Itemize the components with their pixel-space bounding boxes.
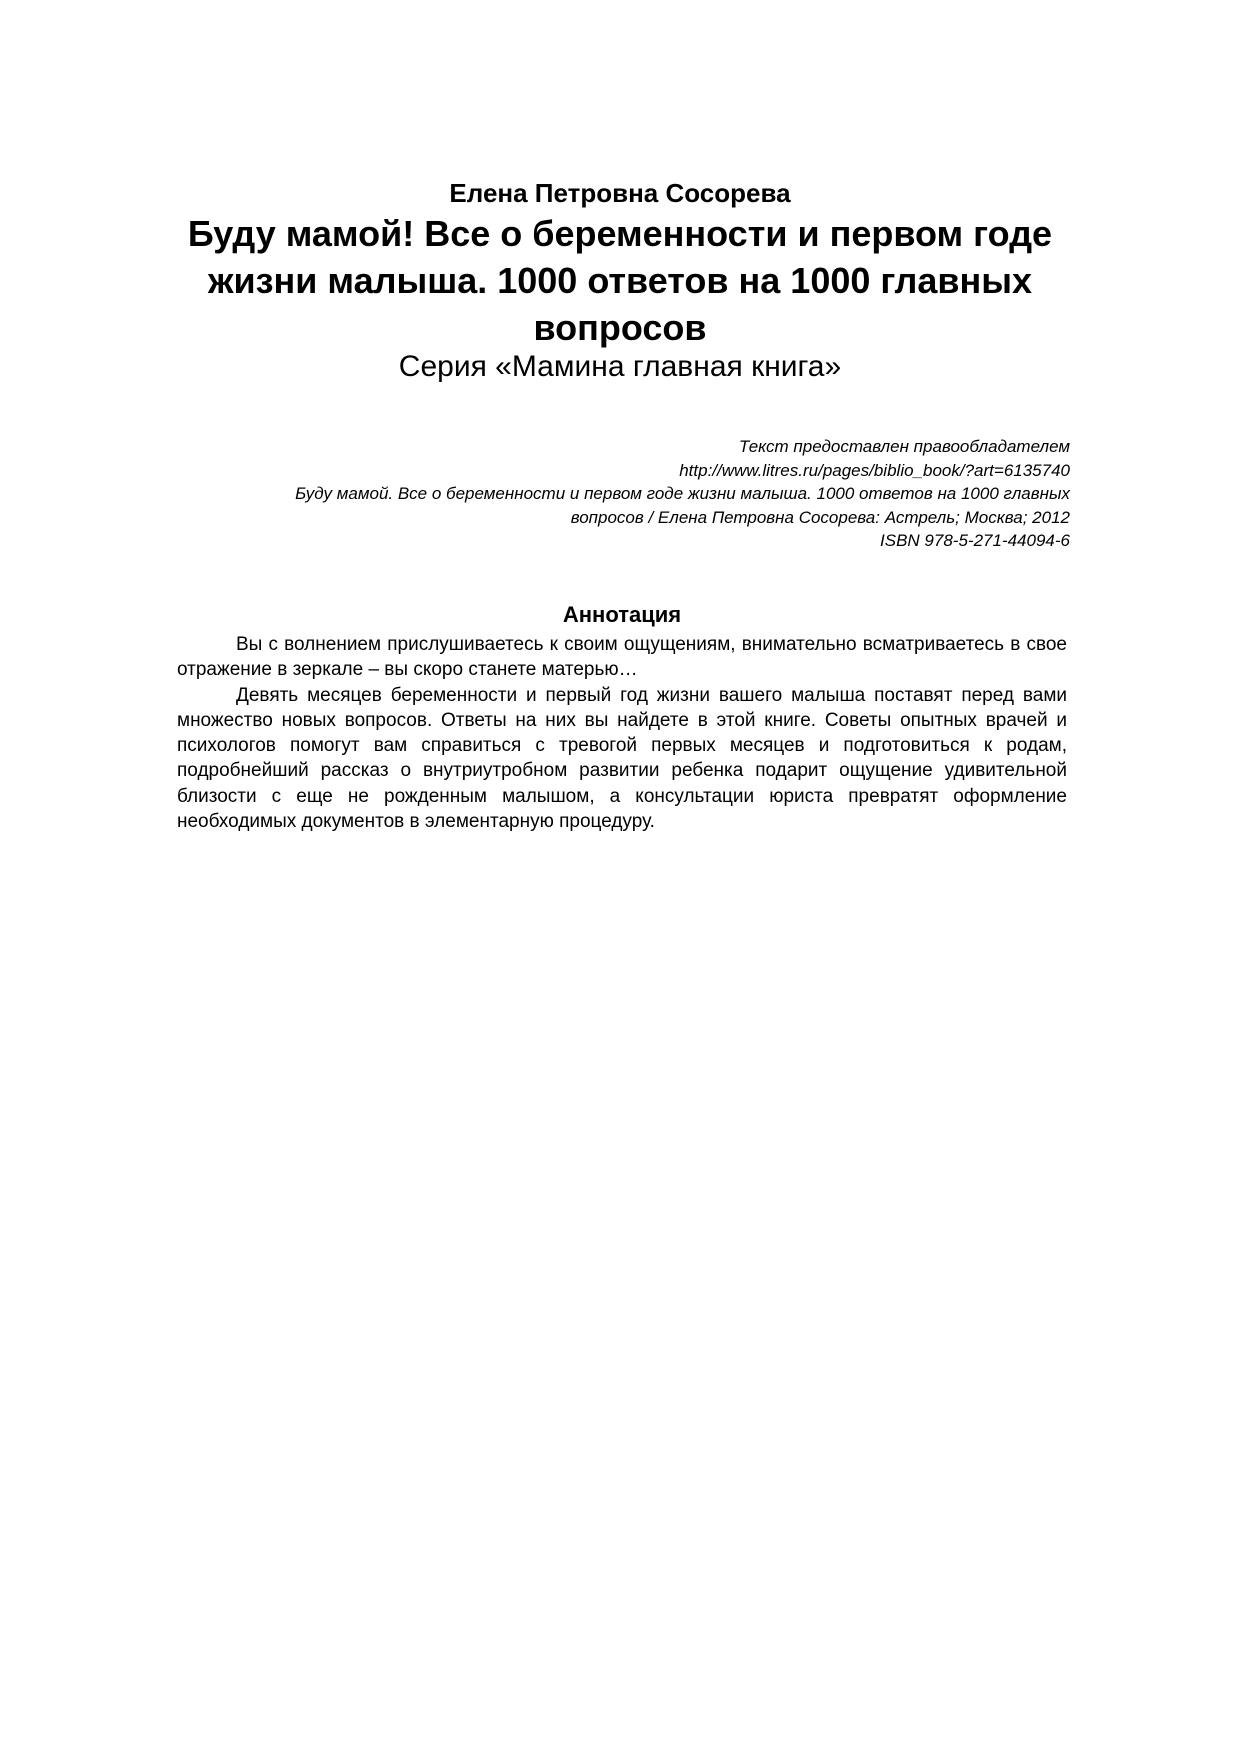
- annotation-paragraph: Девять месяцев беременности и первый год жизни вашего малыша поставят перед вами множество новых вопросов. Ответы на них вы найдете в этой книге. Советы опытных врачей и психологов помогут вам справиться с тревогой первых месяцев и подготовиться к родам, подробнейший рассказ о внутриутробном развитии ребенка подарит ощущение удивительной близости с еще не рожденным малышом, а консультации юриста превратят оформление необходимых документов в элементарную процедуру.: [177, 684, 1067, 833]
- annotation-heading: Аннотация: [562, 602, 682, 627]
- author-name: Елена Петровна Сосорева: [449, 178, 791, 208]
- publication-info: [170, 435, 1070, 553]
- citation-line-1: Буду мамой. Все о беременности и первом годе жизни малыша. 1000 ответов на 1000 главных: [295, 484, 1070, 503]
- series-name: Серия «Мамина главная книга»: [398, 350, 842, 383]
- annotation-paragraph: Вы с волнением прислушиваетесь к своим ощущениям, внимательно всматриваетесь в свое отражение в зеркале – вы скоро станете матерью…: [177, 634, 1067, 681]
- source-url: http://www.litres.ru/pages/biblio_book/?art=6135740: [679, 460, 1070, 480]
- book-title: Буду мамой! Все о беременности и первом годе жизни малыша. 1000 ответов на 1000 главных вопросов: [187, 213, 1053, 348]
- citation-line-2: вопросов / Елена Петровна Сосорева: Астрель; Москва; 2012: [570, 507, 1070, 527]
- isbn: ISBN 978-5-271-44094-6: [880, 531, 1070, 550]
- provided-by-text: Текст предоставлен правообладателем: [738, 437, 1070, 456]
- title-block: [170, 176, 1070, 387]
- annotation-section: [177, 600, 1067, 834]
